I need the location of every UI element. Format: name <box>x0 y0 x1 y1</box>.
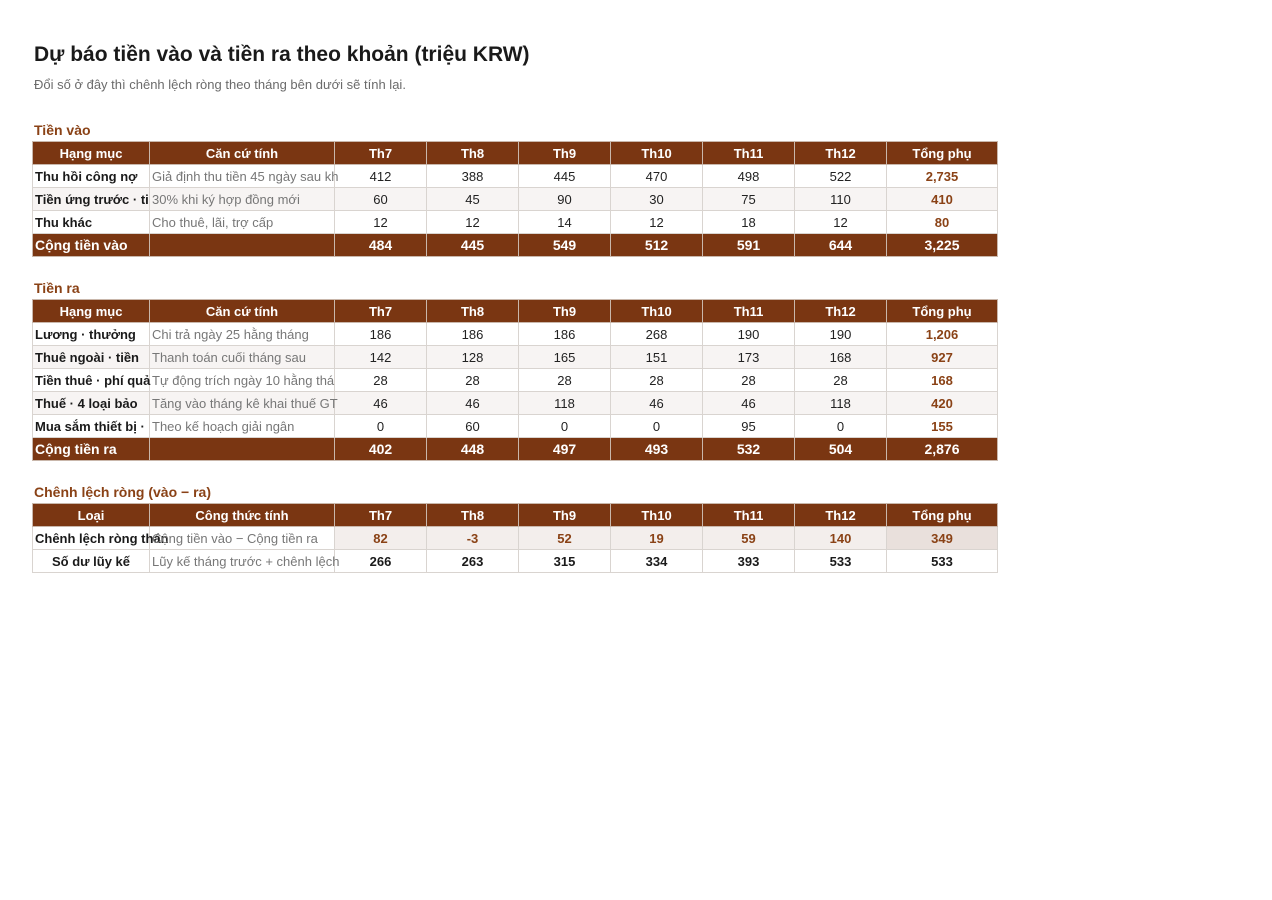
total-cell-nov[interactable]: 591 <box>703 234 795 257</box>
net-section-label: Chênh lệch ròng (vào − ra) <box>34 484 211 500</box>
value-cell-aug[interactable]: 263 <box>427 550 519 573</box>
column-header-jul[interactable]: Th7 <box>335 504 427 527</box>
value-cell-oct[interactable]: 12 <box>611 211 703 234</box>
value-cell-dec[interactable]: 110 <box>795 188 887 211</box>
net-header-row <box>33 504 998 527</box>
total-name-cell[interactable]: Cộng tiền vào <box>33 234 150 257</box>
total-subtotal-cell[interactable]: 2,876 <box>887 438 998 461</box>
row-formula-cell[interactable]: Lũy kế tháng trước + chênh lệch <box>150 550 335 573</box>
value-cell-jul[interactable]: 142 <box>335 346 427 369</box>
inflow-table <box>32 141 998 257</box>
total-cell-jul[interactable]: 484 <box>335 234 427 257</box>
value-cell-jul[interactable]: 412 <box>335 165 427 188</box>
row-name-cell[interactable]: Mua sắm thiết bị · <box>33 415 150 438</box>
subtotal-cell[interactable]: 1,206 <box>887 323 998 346</box>
row-basis-cell[interactable]: 30% khi ký hợp đồng mới <box>150 188 335 211</box>
outflow-row-rent <box>33 369 998 392</box>
row-basis-cell[interactable]: Theo kế hoạch giải ngân <box>150 415 335 438</box>
value-cell-jul[interactable]: 266 <box>335 550 427 573</box>
subtotal-cell[interactable]: 533 <box>887 550 998 573</box>
total-cell-aug[interactable]: 448 <box>427 438 519 461</box>
value-cell-nov[interactable]: 75 <box>703 188 795 211</box>
row-basis-cell[interactable]: Tự động trích ngày 10 hằng thá <box>150 369 335 392</box>
value-cell-nov[interactable]: 498 <box>703 165 795 188</box>
column-header-subtotal[interactable]: Tổng phụ <box>887 300 998 323</box>
value-cell-nov[interactable]: 46 <box>703 392 795 415</box>
column-header-nov[interactable]: Th11 <box>703 504 795 527</box>
value-cell-nov[interactable]: 95 <box>703 415 795 438</box>
inflow-header-row <box>33 142 998 165</box>
row-name-cell[interactable]: Lương · thưởng <box>33 323 150 346</box>
value-cell-oct[interactable]: 0 <box>611 415 703 438</box>
column-header-sep[interactable]: Th9 <box>519 300 611 323</box>
inflow-row-receivables <box>33 165 998 188</box>
total-cell-sep[interactable]: 497 <box>519 438 611 461</box>
value-cell-aug[interactable]: 388 <box>427 165 519 188</box>
column-header-sep[interactable]: Th9 <box>519 142 611 165</box>
total-cell-sep[interactable]: 549 <box>519 234 611 257</box>
column-header-nov[interactable]: Th11 <box>703 142 795 165</box>
subtotal-cell[interactable]: 80 <box>887 211 998 234</box>
net-table <box>32 503 998 573</box>
value-cell-nov[interactable]: 190 <box>703 323 795 346</box>
net-row-monthly <box>33 527 998 550</box>
value-cell-oct[interactable]: 30 <box>611 188 703 211</box>
outflow-total-row <box>33 438 998 461</box>
column-header-dec[interactable]: Th12 <box>795 142 887 165</box>
row-name-cell[interactable]: Thu hồi công nợ <box>33 165 150 188</box>
column-header-basis[interactable]: Căn cứ tính <box>150 300 335 323</box>
total-cell-oct[interactable]: 512 <box>611 234 703 257</box>
row-basis-cell[interactable]: Thanh toán cuối tháng sau <box>150 346 335 369</box>
inflow-section-label: Tiền vào <box>34 122 91 138</box>
value-cell-nov[interactable]: 59 <box>703 527 795 550</box>
inflow-row-other <box>33 211 998 234</box>
value-cell-aug[interactable]: 128 <box>427 346 519 369</box>
value-cell-oct[interactable]: 151 <box>611 346 703 369</box>
column-header-type[interactable]: Loại <box>33 504 150 527</box>
subtotal-cell[interactable]: 155 <box>887 415 998 438</box>
column-header-basis[interactable]: Căn cứ tính <box>150 142 335 165</box>
row-name-cell[interactable]: Thuê ngoài · tiền <box>33 346 150 369</box>
value-cell-nov[interactable]: 393 <box>703 550 795 573</box>
subtotal-cell[interactable]: 168 <box>887 369 998 392</box>
value-cell-aug[interactable]: -3 <box>427 527 519 550</box>
row-formula-cell[interactable]: Cộng tiền vào − Cộng tiền ra <box>150 527 335 550</box>
value-cell-aug[interactable]: 12 <box>427 211 519 234</box>
value-cell-nov[interactable]: 173 <box>703 346 795 369</box>
column-header-jul[interactable]: Th7 <box>335 142 427 165</box>
column-header-aug[interactable]: Th8 <box>427 300 519 323</box>
value-cell-dec[interactable]: 0 <box>795 415 887 438</box>
value-cell-dec[interactable]: 28 <box>795 369 887 392</box>
value-cell-sep[interactable]: 186 <box>519 323 611 346</box>
value-cell-dec[interactable]: 190 <box>795 323 887 346</box>
column-header-jul[interactable]: Th7 <box>335 300 427 323</box>
total-cell-nov[interactable]: 532 <box>703 438 795 461</box>
row-name-cell[interactable]: Số dư lũy kế <box>33 550 150 573</box>
row-basis-cell[interactable]: Cho thuê, lãi, trợ cấp <box>150 211 335 234</box>
total-cell-oct[interactable]: 493 <box>611 438 703 461</box>
column-header-formula[interactable]: Công thức tính <box>150 504 335 527</box>
column-header-aug[interactable]: Th8 <box>427 504 519 527</box>
column-header-nov[interactable]: Th11 <box>703 300 795 323</box>
column-header-oct[interactable]: Th10 <box>611 142 703 165</box>
row-name-cell[interactable]: Thu khác <box>33 211 150 234</box>
value-cell-oct[interactable]: 268 <box>611 323 703 346</box>
total-cell-jul[interactable]: 402 <box>335 438 427 461</box>
outflow-row-salaries <box>33 323 998 346</box>
row-name-cell[interactable]: Tiền ứng trước · ti <box>33 188 150 211</box>
row-basis-cell[interactable]: Chi trả ngày 25 hằng tháng <box>150 323 335 346</box>
value-cell-sep[interactable]: 90 <box>519 188 611 211</box>
value-cell-sep[interactable]: 165 <box>519 346 611 369</box>
value-cell-sep[interactable]: 315 <box>519 550 611 573</box>
total-subtotal-cell[interactable]: 3,225 <box>887 234 998 257</box>
value-cell-jul[interactable]: 12 <box>335 211 427 234</box>
outflow-row-outsourcing <box>33 346 998 369</box>
column-header-category[interactable]: Hạng mục <box>33 300 150 323</box>
column-header-oct[interactable]: Th10 <box>611 504 703 527</box>
column-header-dec[interactable]: Th12 <box>795 300 887 323</box>
value-cell-sep[interactable]: 28 <box>519 369 611 392</box>
value-cell-aug[interactable]: 45 <box>427 188 519 211</box>
value-cell-aug[interactable]: 28 <box>427 369 519 392</box>
page-subtitle: Đổi số ở đây thì chênh lệch ròng theo tháng bên dưới sẽ tính lại. <box>34 77 406 92</box>
value-cell-nov[interactable]: 18 <box>703 211 795 234</box>
outflow-section-label: Tiền ra <box>34 280 80 296</box>
value-cell-jul[interactable]: 28 <box>335 369 427 392</box>
column-header-category[interactable]: Hạng mục <box>33 142 150 165</box>
subtotal-cell[interactable]: 420 <box>887 392 998 415</box>
value-cell-nov[interactable]: 28 <box>703 369 795 392</box>
total-name-cell[interactable]: Cộng tiền ra <box>33 438 150 461</box>
value-cell-sep[interactable]: 118 <box>519 392 611 415</box>
net-row-cumulative <box>33 550 998 573</box>
value-cell-jul[interactable]: 46 <box>335 392 427 415</box>
column-header-subtotal[interactable]: Tổng phụ <box>887 504 998 527</box>
value-cell-sep[interactable]: 14 <box>519 211 611 234</box>
total-cell-dec[interactable]: 504 <box>795 438 887 461</box>
subtotal-cell[interactable]: 349 <box>887 527 998 550</box>
total-basis-cell[interactable] <box>150 234 335 257</box>
total-basis-cell[interactable] <box>150 438 335 461</box>
value-cell-jul[interactable]: 60 <box>335 188 427 211</box>
total-cell-dec[interactable]: 644 <box>795 234 887 257</box>
outflow-row-taxes <box>33 392 998 415</box>
value-cell-jul[interactable]: 0 <box>335 415 427 438</box>
row-name-cell[interactable]: Thuế · 4 loại bảo <box>33 392 150 415</box>
value-cell-oct[interactable]: 334 <box>611 550 703 573</box>
subtotal-cell[interactable]: 2,735 <box>887 165 998 188</box>
value-cell-oct[interactable]: 470 <box>611 165 703 188</box>
value-cell-dec[interactable]: 12 <box>795 211 887 234</box>
value-cell-aug[interactable]: 46 <box>427 392 519 415</box>
row-basis-cell[interactable]: Tăng vào tháng kê khai thuế GT <box>150 392 335 415</box>
row-name-cell[interactable]: Chênh lệch ròng thán <box>33 527 150 550</box>
row-name-cell[interactable]: Tiền thuê · phí quả <box>33 369 150 392</box>
outflow-header-row <box>33 300 998 323</box>
value-cell-sep[interactable]: 445 <box>519 165 611 188</box>
value-cell-oct[interactable]: 19 <box>611 527 703 550</box>
row-basis-cell[interactable]: Giả định thu tiền 45 ngày sau kh <box>150 165 335 188</box>
column-header-subtotal[interactable]: Tổng phụ <box>887 142 998 165</box>
subtotal-cell[interactable]: 927 <box>887 346 998 369</box>
total-cell-aug[interactable]: 445 <box>427 234 519 257</box>
value-cell-oct[interactable]: 28 <box>611 369 703 392</box>
value-cell-jul[interactable]: 186 <box>335 323 427 346</box>
value-cell-aug[interactable]: 60 <box>427 415 519 438</box>
inflow-row-advances <box>33 188 998 211</box>
value-cell-dec[interactable]: 522 <box>795 165 887 188</box>
column-header-aug[interactable]: Th8 <box>427 142 519 165</box>
outflow-row-equipment <box>33 415 998 438</box>
value-cell-sep[interactable]: 52 <box>519 527 611 550</box>
subtotal-cell[interactable]: 410 <box>887 188 998 211</box>
value-cell-sep[interactable]: 0 <box>519 415 611 438</box>
value-cell-dec[interactable]: 140 <box>795 527 887 550</box>
inflow-total-row <box>33 234 998 257</box>
outflow-table <box>32 299 998 461</box>
column-header-dec[interactable]: Th12 <box>795 504 887 527</box>
value-cell-dec[interactable]: 168 <box>795 346 887 369</box>
value-cell-jul[interactable]: 82 <box>335 527 427 550</box>
column-header-oct[interactable]: Th10 <box>611 300 703 323</box>
value-cell-aug[interactable]: 186 <box>427 323 519 346</box>
value-cell-dec[interactable]: 118 <box>795 392 887 415</box>
column-header-sep[interactable]: Th9 <box>519 504 611 527</box>
value-cell-oct[interactable]: 46 <box>611 392 703 415</box>
page-title: Dự báo tiền vào và tiền ra theo khoản (triệu KRW) <box>34 43 530 66</box>
value-cell-dec[interactable]: 533 <box>795 550 887 573</box>
